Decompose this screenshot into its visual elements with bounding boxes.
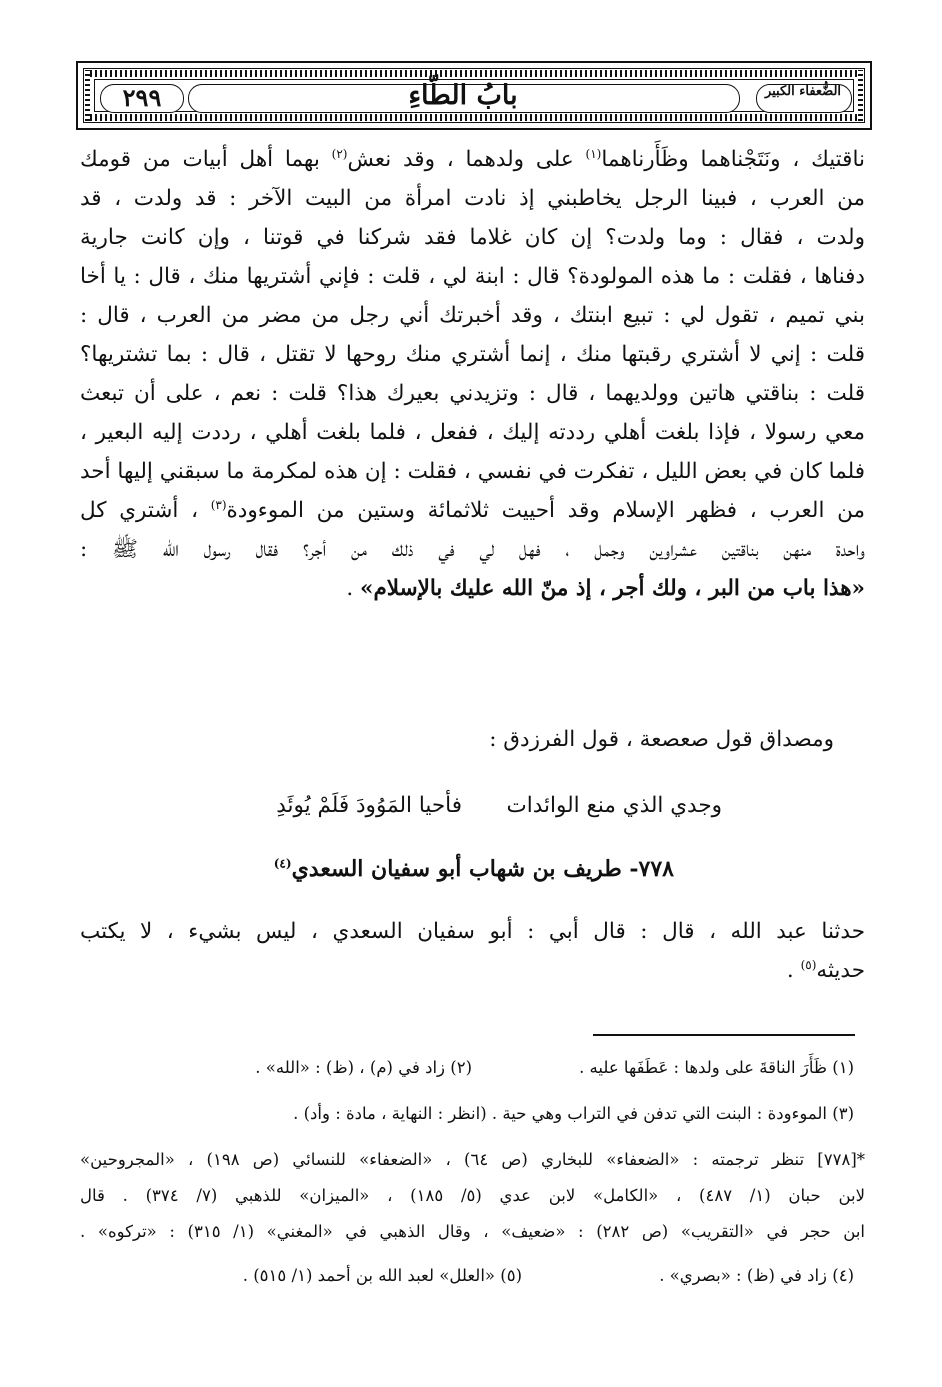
footnote-4: (٤) زاد في (ظ) : «بصري» .: [659, 1266, 854, 1285]
footnote-778-line-1: *[٧٧٨] تنظر ترجمته : «الضعفاء» للبخاري (ص ٦٤) ، «الضعفاء» للنسائي (ص ١٩٨) ، «المجروحين»: [80, 1150, 865, 1169]
verse-intro: ومصداق قول صعصعة ، قول الفرزدق :: [489, 727, 834, 752]
text-line-6: قلت : إني لا أشتري رقبتها منك ، إنما أشتري منك روحها لا تقتل ، قال : بما تشتريها؟: [80, 342, 865, 367]
text-line-7: قلت : بناقتي هاتين وولديهما ، قال : وتزيدني بعيرك هذا؟ قلت : نعم ، على أن تبعث: [80, 381, 865, 406]
main-text: [80, 140, 865, 608]
entry-line-2: حديثه$^{(٥)}$ .: [786, 957, 865, 983]
footnote-ref-2: (٢): [331, 146, 348, 161]
page-header-frame: [76, 61, 872, 130]
text-line-1: ناقتيك ، ونَتَجْناهما وظَأَرناهما$^{(١)}$ على ولدهما ، وقد نعش$^{(٢)}$ بهما أهل أبيات من قومك: [80, 146, 865, 172]
chapter-title: بابُ الطّاءِ: [408, 80, 518, 111]
text-line-5: بني تميم ، تقول لي : تبيع ابنتك ، وقد أخبرتك أني رجل من مضر من العرب ، قال :: [80, 303, 865, 328]
page-number: ٢٩٩: [122, 83, 162, 112]
book-logo: الضُّعفاء الكبير: [764, 84, 842, 99]
text-line-11: واحدة منهن بناقتين عشراوين وجمل ، فهل لي في ذلك من أجر؟ فقال رسول الله ﷺ :: [80, 537, 865, 562]
verse-first-hemistich: وجدي الذي منع الوائدات: [506, 793, 722, 818]
footnote-ref-4: (٤): [273, 856, 292, 871]
entry-text: [80, 912, 865, 990]
text-line-4: دفناها ، فقلت : ما هذه المولودة؟ قال : ابنة لي ، قلت : فإني أشتريها منك ، قال : يا أخا: [80, 264, 865, 289]
footnote-5: (٥) «العلل» لعبد الله بن أحمد (١/ ٥١٥) .: [242, 1266, 522, 1285]
footnote-divider: [593, 1034, 855, 1036]
header-ornament-top: [85, 70, 863, 77]
footnote-2: (٢) زاد في (م) ، (ظ) : «الله» .: [255, 1058, 472, 1077]
header-ornament-left: [85, 70, 90, 121]
footnote-778-line-2: لابن حبان (١/ ٤٨٧) ، «الكامل» لابن عدي (٥/ ١٨٥) ، «الميزان» للذهبي (٧/ ٣٧٤) . قال: [80, 1186, 866, 1205]
footnote-3: (٣) الموءودة : البنت التي تدفن في التراب وهي حية . (انظر : النهاية ، مادة : وأد) .: [293, 1104, 854, 1123]
text-line-2: من العرب ، فبينا الرجل يخاطبني إذ نادت امرأة من البيت الآخر : قد ولدت ، قد: [80, 186, 865, 211]
header-ornament-right: [858, 70, 863, 121]
header-ornament-bottom: [85, 114, 863, 121]
text-line-3: ولدت ، فقال : وما ولدت؟ إن كان غلاما فقد شركنا في قوتنا ، وإن كانت جارية: [80, 225, 865, 250]
footnote-778-line-3: ابن حجر في «التقريب» (ص ٢٨٢) : «ضعيف» ، وقال الذهبي في «المغني» (١/ ٣١٥) : «تركوه» .: [80, 1222, 866, 1241]
entry-line-1: حدثنا عبد الله ، قال : قال أبي : أبو سفيان السعدي ، ليس بشيء ، لا يكتب: [80, 919, 865, 944]
footnote-1: (١) ظَأَرَ الناقةَ على ولدها : عَطَفَها عليه .: [579, 1058, 854, 1077]
verse-second-hemistich: فأحيا المَوُودَ فَلَمْ يُوئَدِ: [276, 793, 462, 818]
text-line-10: من العرب ، فظهر الإسلام وقد أحييت ثلاثمائة وستين من الموءودة$^{(٣)}$ ، أشتري كل: [80, 497, 865, 523]
text-line-8: معي رسولا ، فإذا بلغت أهلي رددته إليك ، ففعل ، فلما بلغت أهلي ، رددت إليه البعير ،: [80, 420, 865, 445]
footnote-ref-5: (٥): [800, 957, 817, 972]
hadith-quote: «هذا باب من البر ، ولك أجر ، إذ منّ الله عليك بالإسلام»: [360, 576, 865, 601]
footnote-ref-3: (٣): [210, 497, 227, 512]
text-line-12: «هذا باب من البر ، ولك أجر ، إذ منّ الله عليك بالإسلام» .: [346, 576, 865, 601]
text-line-9: فلما كان في بعض الليل ، تفكرت في نفسي ، فقلت : إن هذه لمكرمة ما سبقني إليها أحد: [80, 459, 865, 484]
footnote-ref-1: (١): [585, 146, 602, 161]
entry-title: ٧٧٨- طريف بن شهاب أبو سفيان السعدي$^{(٤)}$: [273, 856, 674, 882]
